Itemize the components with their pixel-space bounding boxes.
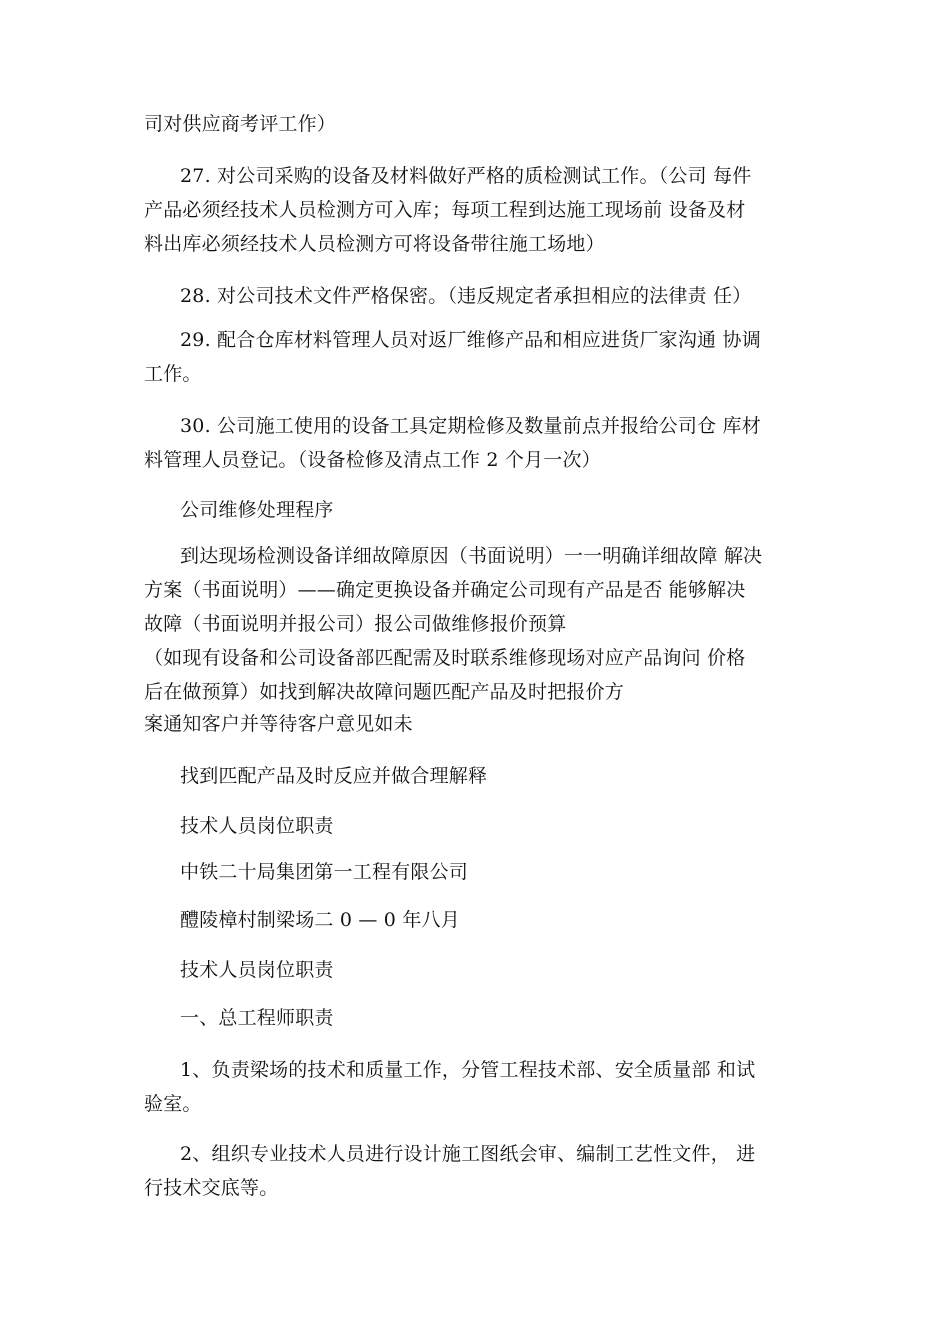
section-heading: 公司维修处理程序 — [180, 499, 334, 521]
text-line: 司对供应商考评工作） — [144, 113, 337, 135]
duty-1-line: 1、负责梁场的技术和质量工作，分管工程技术部、安全质量部 和试 — [180, 1059, 756, 1081]
text-line: 验室。 — [144, 1093, 202, 1115]
text-line: 方案（书面说明）——确定更换设备并确定公司现有产品是否 能够解决 — [144, 579, 746, 601]
section-heading: 一、总工程师职责 — [180, 1007, 334, 1029]
item-27-line: 27. 对公司采购的设备及材料做好严格的质检测试工作。（公司 每件 — [180, 165, 752, 187]
text-line: 产品必须经技术人员检测方可入库；每项工程到达施工现场前 设备及材 — [144, 199, 746, 221]
duty-2-line: 2、组织专业技术人员进行设计施工图纸会审、编制工艺性文件， 进 — [180, 1143, 756, 1165]
section-heading: 技术人员岗位职责 — [180, 959, 334, 981]
text-line: 找到匹配产品及时反应并做合理解释 — [180, 765, 488, 787]
item-29-line: 29. 配合仓库材料管理人员对返厂维修产品和相应进货厂家沟通 协调 — [180, 329, 761, 351]
text-line: 行技术交底等。 — [144, 1177, 279, 1199]
item-30-line: 30. 公司施工使用的设备工具定期检修及数量前点并报给公司仓 库材 — [180, 415, 761, 437]
text-line: （如现有设备和公司设备部匹配需及时联系维修现场对应产品询问 价格 — [144, 647, 746, 669]
location-date: 醴陵樟村制梁场二 0 — 0 年八月 — [180, 909, 460, 931]
item-28-line: 28. 对公司技术文件严格保密。（违反规定者承担相应的法律责 任） — [180, 285, 752, 307]
text-line: 到达现场检测设备详细故障原因（书面说明）一一明确详细故障 解决 — [180, 545, 763, 567]
section-heading: 技术人员岗位职责 — [180, 815, 334, 837]
text-line: 料出库必须经技术人员检测方可将设备带往施工场地） — [144, 233, 605, 255]
text-line: 后在做预算）如找到解决故障问题匹配产品及时把报价方 — [144, 681, 625, 703]
text-line: 料管理人员登记。（设备检修及清点工作 2 个月一次） — [144, 449, 601, 471]
text-line: 故障（书面说明并报公司）报公司做维修报价预算 — [144, 613, 567, 635]
company-name: 中铁二十局集团第一工程有限公司 — [180, 861, 469, 883]
text-line: 工作。 — [144, 363, 202, 385]
text-line: 案通知客户并等待客户意见如未 — [144, 713, 413, 735]
